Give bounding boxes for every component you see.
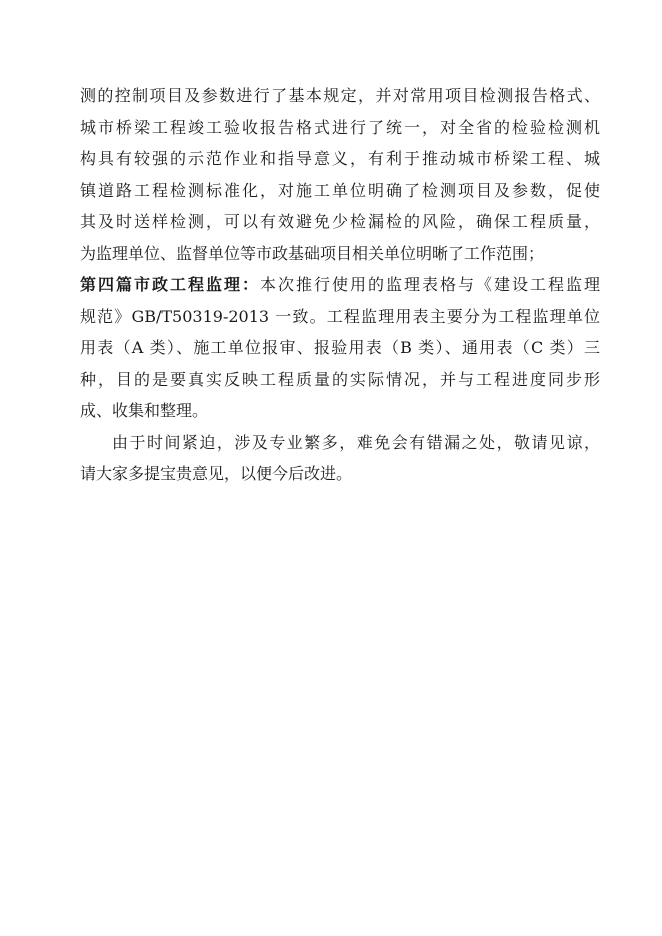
section-heading: 第四篇市政工程监理：: [80, 275, 260, 294]
text-fragment: 本次推行使用的监理表格与《建设工程监理: [260, 275, 600, 294]
text-line: 规范》GB/T50319-2013 一致。工程监理用表主要分为工程监理单位: [80, 306, 600, 326]
document-body: [80, 80, 600, 490]
text-line: 由于时间紧迫，涉及专业繁多，难免会有错漏之处，敬请见谅，: [112, 432, 600, 452]
text-line: 种，目的是要真实反映工程质量的实际情况，并与工程进度同步形: [80, 369, 600, 389]
text-line: 测的控制项目及参数进行了基本规定，并对常用项目检测报告格式、: [80, 86, 600, 105]
text-line: 城市桥梁工程竣工验收报告格式进行了统一，对全省的检验检测机: [80, 117, 600, 137]
text-line: 其及时送样检测，可以有效避免少检漏检的风险，确保工程质量，: [80, 212, 600, 231]
paragraph-municipal-supervision: [80, 269, 600, 427]
text-line: 请大家多提宝贵意见，以便今后改进。: [80, 464, 353, 483]
text-line: 镇道路工程检测标准化，对施工单位明确了检测项目及参数，促使: [80, 180, 600, 200]
text-line: 成、收集和整理。: [80, 401, 209, 420]
text-line-with-heading: [80, 269, 600, 301]
paragraph-bridge-testing: [80, 80, 600, 269]
paragraph-closing-note: [80, 427, 600, 490]
text-line: 用表（A 类）、施工单位报审、报验用表（B 类）、通用表（C 类）三: [80, 338, 600, 357]
text-line: 为监理单位、监督单位等市政基础项目相关单位明晰了工作范围；: [80, 243, 545, 263]
text-line: 构具有较强的示范作业和指导意义，有利于推动城市桥梁工程、城: [80, 149, 600, 168]
